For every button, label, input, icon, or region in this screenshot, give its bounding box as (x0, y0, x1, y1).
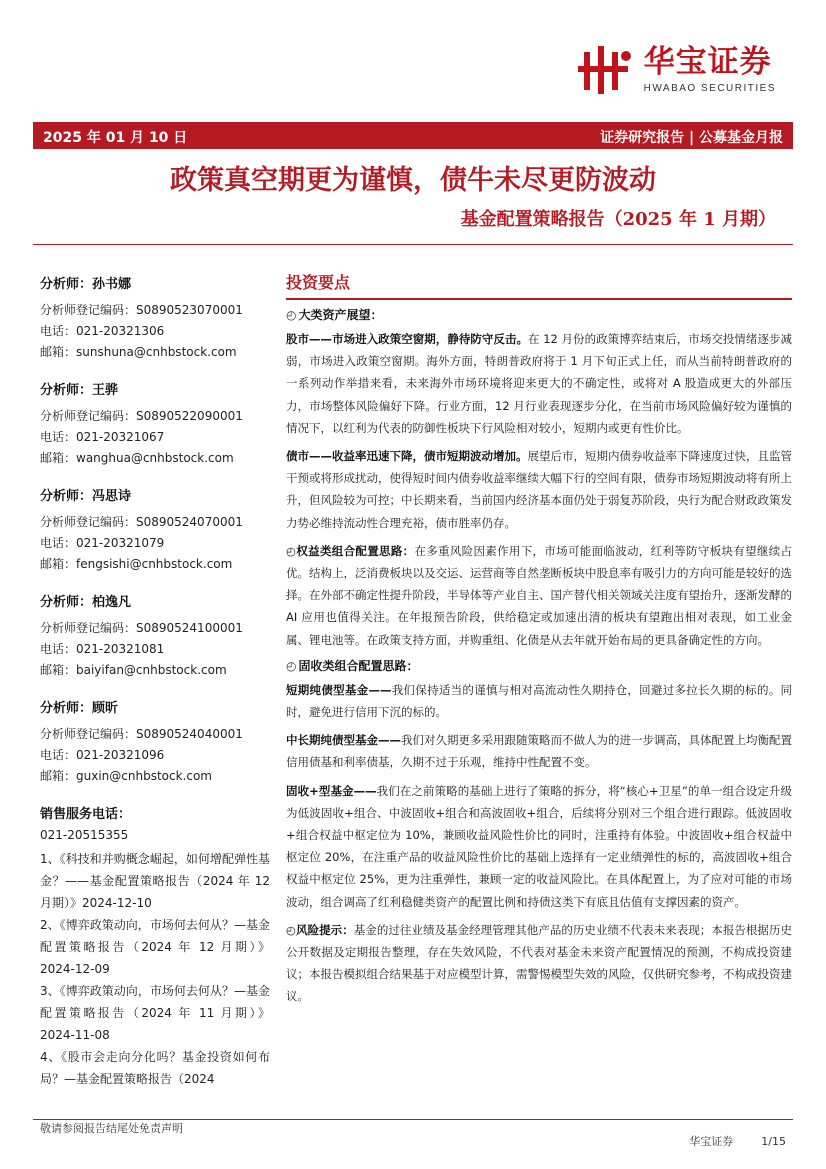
risk-paragraph (286, 919, 792, 1008)
fixed-plus-text: 我们在之前策略的基础上进行了策略的拆分，将“核心+卫星”的单一组合设定升级为低波固收+组合、中波固收+组合和高波固收+组合，后续将分别对三个组合进行跟踪。低波固收+组合权益中枢定位为 10%，兼顾收益风险性价比的同时，注重持有体验。中波固收+组合权益中枢定位 20%，在注重产品的收益风险性价比的基础上选择有一定业绩弹性的标的，高波固收+组合权益中枢定位 25%，更为注重弹性，兼顾一定的收益风险比。在具体配置上，为了应对可能的市场波动，组合调高了红利稳健类资产的配置比例和持债这类下有底且估值有支撑因素的资产。 (286, 783, 792, 909)
footer-disclaimer[interactable]: 敬请参阅报告结尾处免责声明 (40, 1122, 183, 1135)
mid-bond-lead: 中长期纯债型基金—— (286, 733, 401, 748)
analyst-reg: 分析师登记编码：S0890523070001 (40, 303, 243, 317)
analyst-card (40, 382, 270, 469)
sales-title: 销售服务电话： (40, 807, 132, 822)
report-date: 2025 年 01 月 10 日 (43, 130, 188, 146)
analyst-name: 分析师：孙书娜 (40, 277, 132, 292)
footer-brand: 华宝证券 (689, 1135, 734, 1148)
analyst-card (40, 700, 270, 787)
equity-paragraph (286, 540, 792, 651)
related-report-item[interactable]: 2、《博弈政策动向，市场何去何从？—基金配置策略报告（2024 年 12 月期）》2024-12-09 (40, 918, 270, 976)
left-sidebar (40, 276, 270, 1090)
bond-text: 展望后市，短期内债券收益率下降速度过快，且监管干预或将形成扰动，使得短时间内债券收益率继续大幅下行的空间有限，债券市场短期波动将有所上升，但风险较为可控；中长期来看，当前国内经济基本面仍处于弱复苏阶段，央行为配合财政政策发力势必维持流动性合理充裕，债市胜率仍存。 (286, 449, 792, 530)
analyst-name: 分析师：冯思诗 (40, 489, 132, 504)
analyst-email[interactable]: 邮箱：guxin@cnhbstock.com (40, 769, 212, 783)
related-report-item[interactable]: 4、《股市会走向分化吗？基金投资如何布局？—基金配置策略报告（2024 (40, 1050, 270, 1086)
analyst-tel: 电话：021-20321079 (40, 536, 165, 550)
fixed-plus-lead: 固收+型基金—— (286, 783, 377, 798)
fixed-income-title: 固收类组合配置思路： (298, 658, 419, 673)
stock-lead: 股市——市场进入政策空窗期，静待防守反击。 (286, 332, 528, 346)
analyst-name: 分析师：顾昕 (40, 701, 119, 716)
sales-phone: 021-20515355 (40, 828, 129, 842)
report-category: 证券研究报告 | 公募基金月报 (600, 130, 783, 146)
related-report-item[interactable]: 1、《科技和并购概念崛起，如何增配弹性基金？——基金配置策略报告（2024 年 12 月期）》2024-12-10 (40, 852, 270, 910)
main-content (286, 272, 792, 1014)
short-bond-text: 我们保持适当的谨慎与相对高流动性久期持仓，回避过多拉长久期的标的。同时，避免进行信用下沉的标的。 (286, 682, 793, 720)
clock-bullet-icon: ◴ (286, 658, 297, 673)
report-subtitle: 基金配置策略报告（2025 年 1 月期） (460, 209, 776, 230)
analyst-email[interactable]: 邮箱：wanghua@cnhbstock.com (40, 451, 234, 465)
clock-bullet-icon: ◴ (286, 922, 297, 937)
related-reports (40, 848, 270, 1090)
analyst-reg: 分析师登记编码：S0890522090001 (40, 409, 243, 423)
analyst-email[interactable]: 邮箱：sunshuna@cnhbstock.com (40, 345, 237, 359)
mid-bond-text: 我们对久期更多采用跟随策略而不做人为的进一步调高，具体配置上均衡配置信用债基和利率债基，久期不过于乐观，维持中性配置不变。 (286, 733, 792, 770)
analyst-reg: 分析师登记编码：S0890524070001 (40, 515, 243, 529)
mid-bond-paragraph (286, 729, 792, 773)
title-divider (33, 244, 793, 245)
risk-text: 基金的过往业绩及基金经理管理其他产品的历史业绩不代表未来表现；本报告根据历史公开数据及定期报告整理，存在失效风险，不代表对基金未来资产配置情况的预测，不构成投资建议；本报告模拟组合结果基于对应模型计算，需警惕模型失效的风险，仅供研究参考，不构成投资建议。 (286, 922, 792, 1004)
brand-name-en: HWABAO SECURITIES (643, 82, 776, 94)
fixed-plus-paragraph (286, 780, 792, 913)
asset-outlook-title: 大类资产展望： (298, 308, 383, 322)
risk-lead: 风险提示： (296, 922, 354, 937)
analyst-tel: 电话：021-20321096 (40, 748, 165, 762)
report-title: 政策真空期更为谨慎，债牛未尽更防波动 (170, 165, 656, 196)
analyst-card (40, 488, 270, 575)
brand-logo (576, 44, 776, 96)
analyst-tel: 电话：021-20321306 (40, 324, 165, 338)
page-number: 1/15 (761, 1135, 786, 1148)
fixed-income-heading (286, 657, 792, 675)
equity-lead: 权益类组合配置思路： (296, 543, 415, 558)
short-bond-lead: 短期纯债型基金—— (286, 682, 392, 697)
analyst-name: 分析师：王骅 (40, 383, 119, 398)
brand-name-cn: 华宝证券 (643, 43, 772, 80)
stock-paragraph (286, 328, 792, 439)
hwabao-logo-icon (576, 44, 636, 96)
short-bond-paragraph (286, 679, 792, 723)
analyst-reg: 分析师登记编码：S0890524040001 (40, 727, 243, 741)
analyst-name: 分析师：柏逸凡 (40, 595, 132, 610)
analyst-email[interactable]: 邮箱：baiyifan@cnhbstock.com (40, 663, 227, 677)
header-bar (33, 122, 793, 149)
clock-bullet-icon: ◴ (286, 308, 297, 322)
stock-text: 在 12 月份的政策博弈结束后，市场交投情绪逐步减弱，市场进入政策空窗期。海外方面，特朗普政府将于 1 月下旬正式上任，而从当前特朗普政府的一系列动作举措来看，未来海外市场环境将迎来更大的不确定性，或将对 A 股造成更大的外部压力，市场整体风险偏好下降。行业方面，12 月行业表现逐步分化，在当前市场风险偏好较为谨慎的情况下，以红利为代表的防御性板块下行风险相对较小，短期内或更有性价比。 (286, 332, 792, 435)
analyst-email[interactable]: 邮箱：fengsishi@cnhbstock.com (40, 557, 233, 571)
equity-text: 在多重风险因素作用下，市场可能面临波动，红利等防守板块有望继续占优。结构上，泛消费板块以及交运、运营商等自然垄断板块中股息率有吸引力的方向可能是较好的选择。在外部不确定性提升阶段，半导体等产业自主、国产替代相关领域关注度有望抬升，逐渐发酵的 AI 应用也值得关注。在年报预告阶段，供给稳定或加速出清的板块有望跑出相对表现，如工业金属、锂电池等。在政策支持方面，并购重组、化债是从去年就开始布局的更具备确定性的方向。 (286, 543, 793, 647)
clock-bullet-icon: ◴ (286, 543, 297, 558)
analyst-card (40, 594, 270, 681)
analyst-tel: 电话：021-20321067 (40, 430, 165, 444)
asset-outlook-heading (286, 306, 792, 324)
analyst-reg: 分析师登记编码：S0890524100001 (40, 621, 243, 635)
section-title: 投资要点 (286, 273, 351, 292)
bond-lead: 债市——收益率迅速下降，债市短期波动增加。 (286, 449, 528, 464)
analyst-tel: 电话：021-20321081 (40, 642, 165, 656)
analyst-card (40, 276, 270, 363)
footer-info (661, 1133, 786, 1149)
section-divider (286, 298, 792, 300)
related-report-item[interactable]: 3、《博弈政策动向，市场何去何从？—基金配置策略报告（2024 年 11 月期）》2024-11-08 (40, 984, 270, 1042)
bond-paragraph (286, 445, 792, 534)
